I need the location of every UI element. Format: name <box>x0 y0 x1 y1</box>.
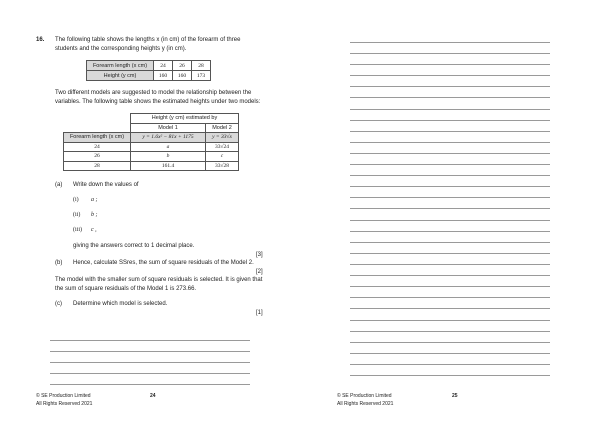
sub-iii-text: c , <box>91 227 97 233</box>
giving-text: giving the answers correct to 1 decimal place. <box>73 243 195 249</box>
table-header-cell: Height (y cm) <box>87 71 154 81</box>
table-cell: 33√24 <box>206 142 239 152</box>
models-line-2: variables. The following table shows the estimated heights under two models: <box>55 99 261 105</box>
table-header-cell: Model 1 <box>131 123 206 133</box>
question-number: 16. <box>36 37 45 43</box>
table-cell: 26 <box>173 61 192 71</box>
footer-rights: All Rights Reserved 2021 <box>337 401 394 407</box>
table-cell: b <box>131 152 206 162</box>
table-cell: 160 <box>154 71 173 81</box>
answer-line <box>350 375 550 376</box>
answer-line <box>350 264 550 265</box>
footer-rights: All Rights Reserved 2021 <box>36 401 93 407</box>
answer-line <box>350 242 550 243</box>
table-row <box>87 61 211 71</box>
answer-line <box>350 253 550 254</box>
marks-c: [1] <box>256 310 263 316</box>
answer-line <box>350 53 550 54</box>
table-row <box>64 152 239 162</box>
part-b-label: (b) <box>55 260 63 266</box>
table-header-cell: Forearm length (x cm) <box>64 133 131 143</box>
table-header-cell: y = 33√x <box>206 133 239 143</box>
table-cell: 28 <box>64 161 131 171</box>
answer-line <box>350 86 550 87</box>
table-cell: 26 <box>64 152 131 162</box>
table-row <box>64 142 239 152</box>
table-cell: 28 <box>192 61 211 71</box>
answer-line <box>50 340 250 341</box>
answer-line <box>350 331 550 332</box>
answer-line <box>50 351 250 352</box>
answer-line <box>350 97 550 98</box>
answer-line <box>350 297 550 298</box>
table-cell: a <box>131 142 206 152</box>
answer-line <box>350 175 550 176</box>
answer-line <box>350 275 550 276</box>
answer-line <box>350 208 550 209</box>
answer-line <box>350 197 550 198</box>
table-row <box>64 161 239 171</box>
sub-i-label: (i) <box>73 197 79 203</box>
footer-company: © SE Production Limited <box>337 393 392 399</box>
table-header-cell: y = 1.6x² − 81x + 1175 <box>131 133 206 143</box>
answer-line <box>350 364 550 365</box>
table-cell: 24 <box>64 142 131 152</box>
table-row <box>64 133 239 143</box>
part-c-text: Determine which model is selected. <box>73 301 168 307</box>
answer-line <box>350 186 550 187</box>
table-cell: c <box>206 152 239 162</box>
part-c-label: (c) <box>55 301 62 307</box>
table-cell: 161.4 <box>131 161 206 171</box>
answer-line <box>50 362 250 363</box>
answer-line <box>50 373 250 374</box>
answer-line <box>350 220 550 221</box>
answer-line <box>350 353 550 354</box>
smaller-line-2: the sum of square residuals of the Model 1 is 273.66. <box>55 286 197 292</box>
answer-line <box>350 231 550 232</box>
table-header-cell: Model 2 <box>206 123 239 133</box>
answer-line <box>350 153 550 154</box>
answer-line <box>350 109 550 110</box>
sub-iii-label: (iii) <box>73 227 82 233</box>
answer-line <box>350 64 550 65</box>
marks-a: [3] <box>256 252 263 258</box>
table-cell: 33√28 <box>206 161 239 171</box>
sub-ii-text: b ; <box>91 212 98 218</box>
table-header-cell: Forearm length (x cm) <box>87 61 154 71</box>
part-a-text: Write down the values of <box>73 182 139 188</box>
marks-b: [2] <box>256 269 263 275</box>
answer-line <box>50 384 250 385</box>
answer-line <box>350 308 550 309</box>
answer-line <box>350 320 550 321</box>
intro-line-1: The following table shows the lengths x (in cm) of the forearm of three <box>55 37 241 43</box>
table-row <box>64 123 239 133</box>
answer-line <box>350 75 550 76</box>
answer-line <box>350 342 550 343</box>
page-number: 24 <box>150 393 156 399</box>
smaller-line-1: The model with the smaller sum of square residuals is selected. It is given that <box>55 277 263 283</box>
intro-line-2: students and the corresponding heights y (in cm). <box>55 46 187 52</box>
data-table <box>86 60 211 81</box>
sub-i-text: a ; <box>91 197 98 203</box>
answer-line <box>350 142 550 143</box>
part-b-text: Hence, calculate SSres, the sum of square residuals of the Model 2. <box>73 260 254 266</box>
page-number: 25 <box>452 393 458 399</box>
sub-ii-label: (ii) <box>73 212 81 218</box>
answer-line <box>350 164 550 165</box>
part-a-label: (a) <box>55 182 63 188</box>
answer-line <box>350 42 550 43</box>
table-group-header: Height (y cm) estimated by <box>131 114 239 124</box>
table-cell: 160 <box>173 71 192 81</box>
answer-line <box>350 120 550 121</box>
models-line-1: Two different models are suggested to model the relationship between the <box>55 90 252 96</box>
answer-line <box>350 131 550 132</box>
table-cell: 24 <box>154 61 173 71</box>
models-table <box>63 113 239 171</box>
table-row <box>64 114 239 124</box>
footer-company: © SE Production Limited <box>36 393 91 399</box>
answer-line <box>350 286 550 287</box>
table-row <box>87 71 211 81</box>
table-cell: 173 <box>192 71 211 81</box>
